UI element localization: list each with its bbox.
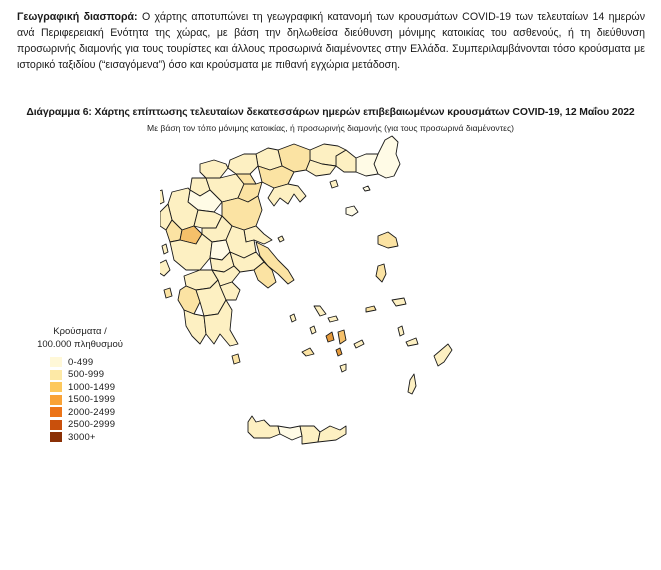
region-zakynthos xyxy=(164,288,172,298)
region-karpathos xyxy=(408,374,416,394)
legend-title-line2: 100.000 πληθυσμού xyxy=(37,339,123,350)
legend-swatch xyxy=(50,382,62,392)
legend-swatch xyxy=(50,420,62,430)
legend-label: 1500-1999 xyxy=(68,394,116,406)
legend-swatch xyxy=(50,395,62,405)
legend-label: 0-499 xyxy=(68,356,94,368)
region-evros xyxy=(374,136,400,178)
legend-swatch xyxy=(50,407,62,417)
figure-subtitle: Με βάση τον τόπο μόνιμης κατοικίας, ή προσωρινής διαμονής (για τους προσωρινά διαμένοντες) xyxy=(147,123,514,133)
region-lesvos xyxy=(378,232,398,248)
legend-items xyxy=(50,356,160,444)
paragraph-text: Ο χάρτης αποτυπώνει τη γεωγραφική κατανομή των κρουσμάτων COVID-19 των τελευταίων 14 ημερών ανά Περιφερειακή Ενότητα της χώρας, με βάση την δηλωθείσα διεύθυνση μόνιμης κατοικίας του ασθενούς, ή τη διεύθυνση προσωρινής διαμονής για τους τουρίστες και άλλους προσωρινά διαμένοντες στην Ελλάδα. Συμπεριλαμβάνονται τόσο κρούσματα με ιστορικό ταξιδίου (“εισαγόμενα”) όσο και κρούσματα με πιθανή εγχώρια μετάδοση. xyxy=(17,11,645,71)
region-andros xyxy=(314,306,326,316)
region-amorgos xyxy=(354,340,364,348)
legend-label: 2000-2499 xyxy=(68,406,116,418)
legend-label: 2500-2999 xyxy=(68,419,116,431)
region-irakleio xyxy=(300,426,320,444)
region-rodos xyxy=(434,344,452,366)
legend-item xyxy=(50,369,160,382)
region-messinia xyxy=(184,310,206,344)
region-tinos xyxy=(328,316,338,322)
legend-label: 1000-1499 xyxy=(68,381,116,393)
region-lefkada xyxy=(162,244,168,254)
region-rethymno xyxy=(278,426,302,440)
legend-item xyxy=(50,394,160,407)
region-naxos xyxy=(338,330,346,344)
legend-label: 3000+ xyxy=(68,431,96,443)
legend-swatch xyxy=(50,370,62,380)
region-ios xyxy=(336,348,342,356)
region-limnos xyxy=(346,206,358,216)
region-thasos xyxy=(330,180,338,188)
region-paros xyxy=(326,332,334,342)
paragraph-lead: Γεωγραφική διασπορά: xyxy=(17,11,138,23)
figure-title: Διάγραμμα 6: Χάρτης επίπτωσης τελευταίων δεκατεσσάρων ημερών επιβεβαιωμένων κρουσμάτων COVID-19, 12 Μαΐου 2022 xyxy=(26,107,635,118)
region-kos xyxy=(406,338,418,346)
region-sporades xyxy=(278,236,284,242)
region-lasithi xyxy=(318,426,346,442)
region-kefalonia xyxy=(160,260,170,276)
legend-item xyxy=(50,381,160,394)
legend-title-line1: Κρούσματα / xyxy=(53,326,107,337)
region-chania xyxy=(248,416,280,438)
region-thira xyxy=(340,364,346,372)
legend-item xyxy=(50,406,160,419)
intro-paragraph xyxy=(17,9,645,73)
legend-item xyxy=(50,356,160,369)
region-corfu xyxy=(160,190,164,204)
legend-swatch xyxy=(50,432,62,442)
region-samos xyxy=(392,298,406,306)
legend-label: 500-999 xyxy=(68,369,105,381)
region-florina xyxy=(200,160,228,178)
region-milos xyxy=(302,348,314,356)
legend-swatch xyxy=(50,357,62,367)
region-syros xyxy=(310,326,316,334)
map-legend xyxy=(30,325,160,444)
region-kea xyxy=(290,314,296,322)
legend-title xyxy=(30,325,130,351)
region-kythira xyxy=(232,354,240,364)
region-pella xyxy=(228,154,258,174)
region-chios xyxy=(376,264,386,282)
region-rodopi xyxy=(356,154,378,176)
greece-map xyxy=(160,130,460,450)
legend-item xyxy=(50,431,160,444)
legend-item xyxy=(50,419,160,432)
region-kalymnos xyxy=(398,326,404,336)
region-ikaria xyxy=(366,306,376,312)
region-samothraki xyxy=(363,186,370,191)
